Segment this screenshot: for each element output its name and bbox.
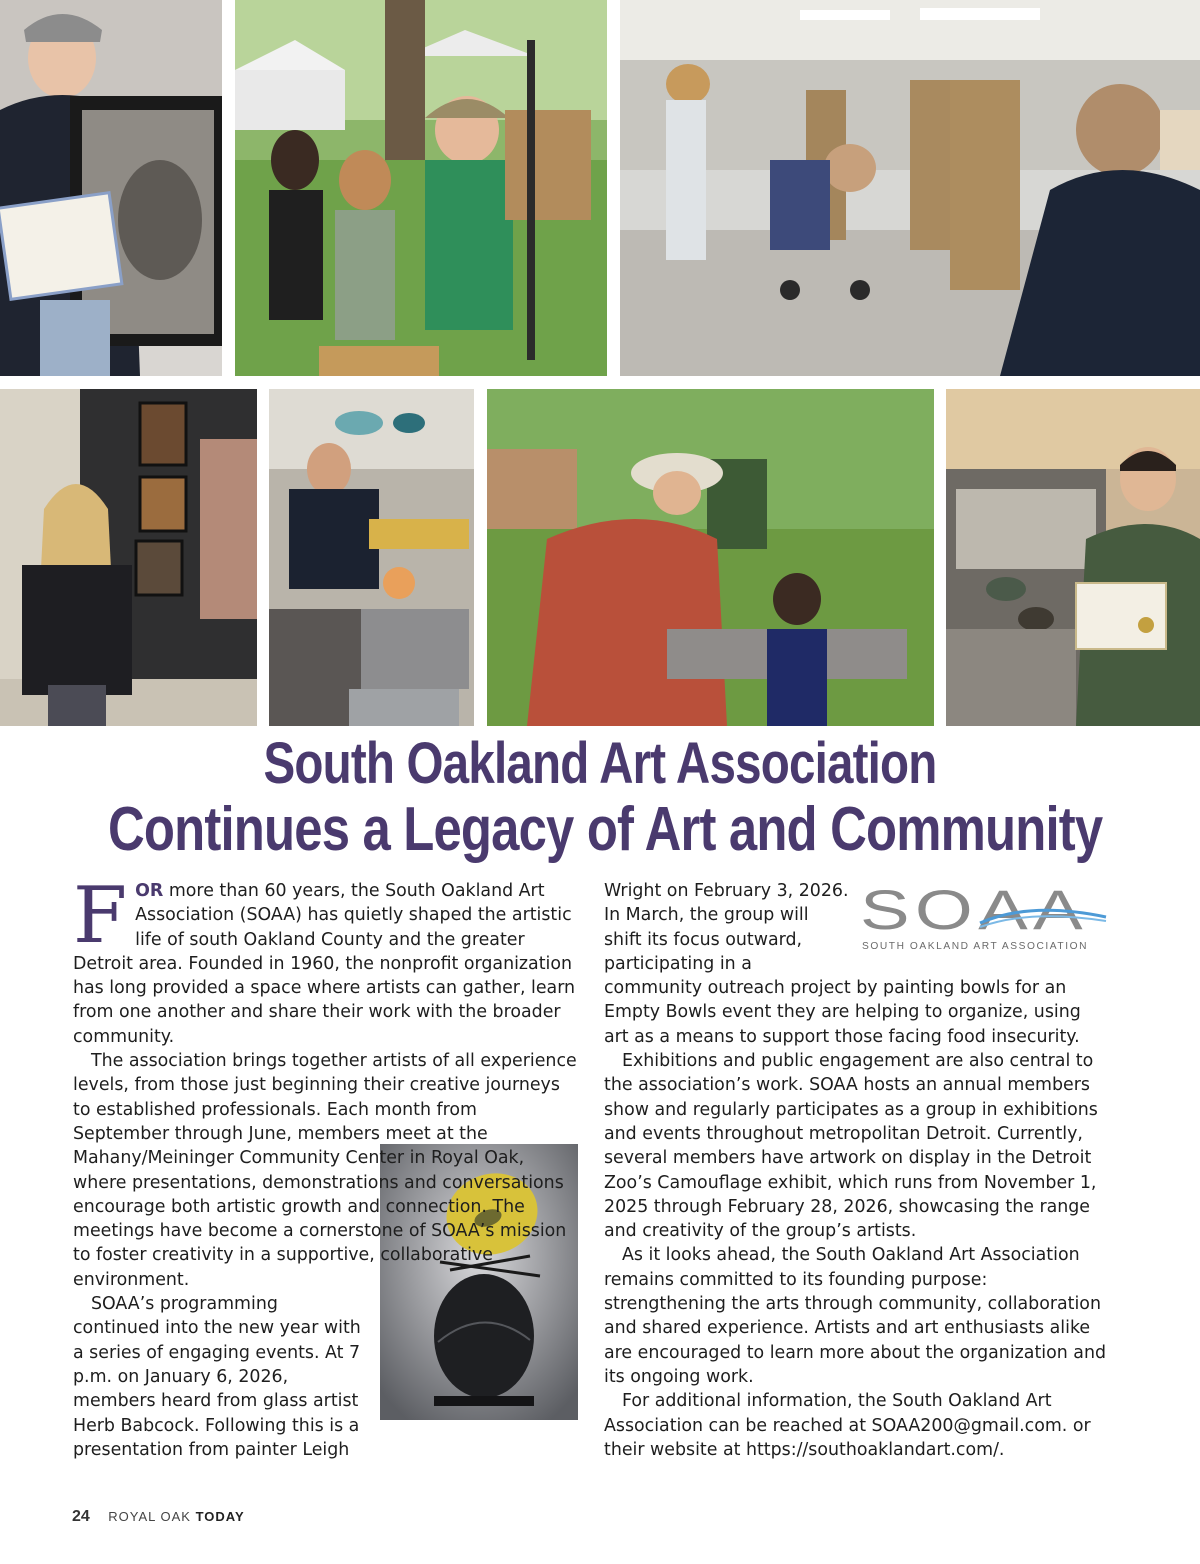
article-column-2 xyxy=(604,879,1110,1462)
magazine-name-prefix: ROYAL OAK xyxy=(108,1509,196,1524)
paragraph-programming: SOAA’s programming continued into the new year with a series of engaging events. At 7 p.m. on January 6, 2026, members heard from glass artist Herb Babcock. Following this is a presentation from painter Leigh xyxy=(73,1294,361,1460)
drop-cap: F xyxy=(73,871,128,961)
paragraph-contact: For additional information, the South Oakland Art Association can be reached at SOAA200@gmail.com. or their website at https://southoaklandart.com/. xyxy=(604,1391,1091,1460)
lead-caps: OR xyxy=(135,881,164,901)
magazine-name-bold: TODAY xyxy=(195,1509,245,1524)
photo-man-with-award-certificate xyxy=(946,389,1200,726)
paragraph-membership: The association brings together artists of all experience levels, from those just beginning their creative journeys to established professionals. Each month from September through June, members meet at the Mahany/Meininger Community Center in Royal Oak, where presentations, demonstrations and conversations encourage both artistic growth and connection. The meetings have become a cornerstone of SOAA’s mission to foster creativity in a supportive, collaborative environment. xyxy=(73,1051,577,1290)
photo-woman-at-gallery-wall xyxy=(0,389,257,726)
photo-indoor-drawing-session xyxy=(620,0,1200,376)
logo-mark: SOAA xyxy=(860,879,1088,941)
logo-tagline: SOUTH OAKLAND ART ASSOCIATION xyxy=(862,940,1088,952)
headline-line-1: South Oakland Art Association xyxy=(263,731,937,796)
paragraph-intro xyxy=(73,871,578,1049)
page-number: 24 xyxy=(72,1508,90,1525)
soaa-logo xyxy=(860,879,1110,961)
photo-glassblowing-artist xyxy=(269,389,474,726)
article-column-1 xyxy=(73,871,578,1462)
headline-line-2: Continues a Legacy of Art and Community xyxy=(108,795,1103,864)
paragraph-looking-ahead: As it looks ahead, the South Oakland Art Association remains committed to its founding purpose: strengthening the arts through community, collaboration and shared experience. Artists and art enthusiasts alike are encouraged to learn more about the organization and its ongoing work. xyxy=(604,1245,1107,1387)
photo-outdoor-painter-with-kids xyxy=(235,0,607,376)
paragraph-intro-text: more than 60 years, the South Oakland Art Association (SOAA) has quietly shaped the artistic life of south Oakland County and the greater Detroit area. Founded in 1960, the nonprofit organization has long provided a space where artists can gather, learn from one another and share their work with the broader community. xyxy=(73,881,576,1047)
photo-artist-with-certificate xyxy=(0,0,222,376)
photo-painter-teaching-child xyxy=(487,389,934,726)
paragraph-outreach: Wright on February 3, 2026. In March, the group will shift its focus outward, participating in a community outreach project by painting bowls for an Empty Bowls event they are helping to organize, using art as a means to support those facing food insecurity. xyxy=(604,881,1081,1047)
magazine-name xyxy=(108,1509,244,1524)
page-footer xyxy=(72,1508,245,1526)
paragraph-exhibitions: Exhibitions and public engagement are also central to the association’s work. SOAA hosts an annual members show and regularly participates as a group in exhibitions and events throughout metropolitan Detroit. Currently, several members have artwork on display in the Detroit Zoo’s Camouflage exhibit, which runs from November 1, 2025 through February 28, 2026, showcasing the range and creativity of the group’s artists. xyxy=(604,1051,1098,1242)
